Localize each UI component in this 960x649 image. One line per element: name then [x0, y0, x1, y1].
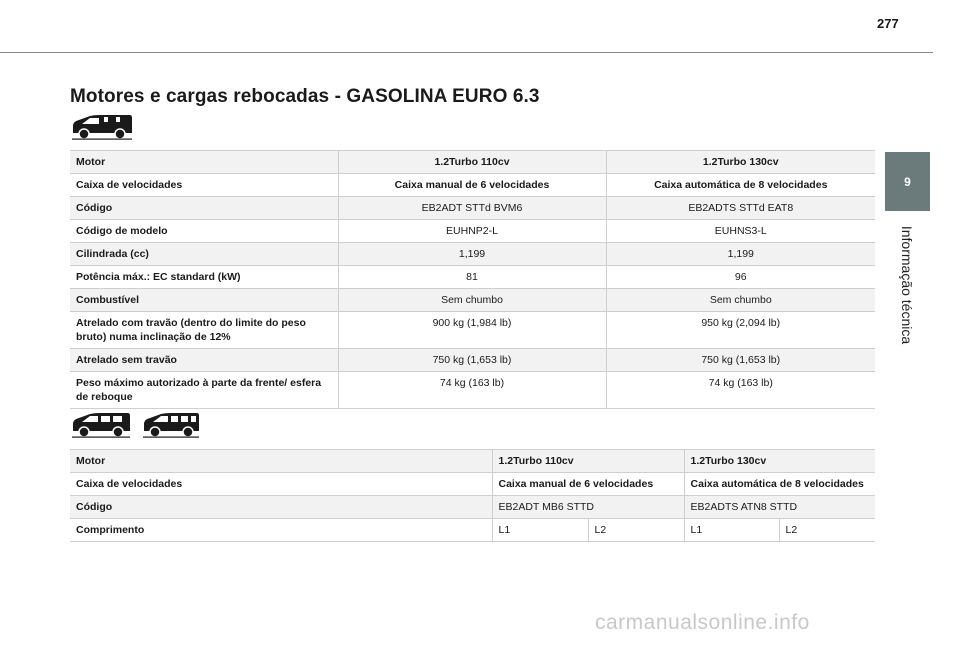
panel-van-icon: [70, 113, 134, 141]
table-row: [70, 372, 875, 409]
cell: 1.2Turbo 110cv: [338, 151, 606, 174]
table-row: [70, 312, 875, 349]
table-row: [70, 349, 875, 372]
row-label: Peso máximo autorizado à parte da frente/ esfera de reboque: [70, 372, 338, 409]
cell: L1: [492, 519, 588, 542]
cell: L1: [684, 519, 779, 542]
cell: 750 kg (1,653 lb): [606, 349, 875, 372]
row-label: Combustível: [70, 289, 338, 312]
row-label: Código: [70, 197, 338, 220]
row-label: Atrelado sem travão: [70, 349, 338, 372]
row-label: Motor: [70, 151, 338, 174]
table-row: [70, 243, 875, 266]
combi-van-icon: [70, 411, 132, 439]
cell: Caixa automática de 8 velocidades: [684, 473, 875, 496]
cell: EB2ADT MB6 STTD: [492, 496, 684, 519]
table-row: [70, 197, 875, 220]
table-row: [70, 289, 875, 312]
combi-long-van-icon: [141, 411, 201, 439]
cell: EB2ADTS STTd EAT8: [606, 197, 875, 220]
table-row: [70, 151, 875, 174]
page-title: Motores e cargas rebocadas - GASOLINA EURO 6.3: [70, 86, 540, 107]
cell: L2: [779, 519, 875, 542]
cell: 96: [606, 266, 875, 289]
table-row: [70, 450, 875, 473]
row-label: Caixa de velocidades: [70, 473, 492, 496]
row-label: Comprimento: [70, 519, 492, 542]
cell: 74 kg (163 lb): [606, 372, 875, 409]
chapter-label: Informação técnica: [899, 225, 915, 345]
row-label: Código de modelo: [70, 220, 338, 243]
cell: 81: [338, 266, 606, 289]
cell: 1.2Turbo 130cv: [606, 151, 875, 174]
cell: 950 kg (2,094 lb): [606, 312, 875, 349]
cell: 74 kg (163 lb): [338, 372, 606, 409]
row-label: Caixa de velocidades: [70, 174, 338, 197]
cell: Sem chumbo: [606, 289, 875, 312]
chapter-tab[interactable]: [885, 152, 930, 211]
table-row: [70, 473, 875, 496]
cell: Caixa manual de 6 velocidades: [338, 174, 606, 197]
cell: 1.2Turbo 130cv: [684, 450, 875, 473]
cell: EUHNS3-L: [606, 220, 875, 243]
row-label: Cilindrada (cc): [70, 243, 338, 266]
row-label: Potência máx.: EC standard (kW): [70, 266, 338, 289]
cell: 1.2Turbo 110cv: [492, 450, 684, 473]
chapter-number: 9: [904, 174, 911, 189]
cell: Caixa automática de 8 velocidades: [606, 174, 875, 197]
table-row: [70, 174, 875, 197]
table-row: [70, 496, 875, 519]
table-row: [70, 220, 875, 243]
watermark: carmanualsonline.info: [595, 611, 810, 634]
cell: EB2ADT STTd BVM6: [338, 197, 606, 220]
cell: 1,199: [338, 243, 606, 266]
cell: 900 kg (1,984 lb): [338, 312, 606, 349]
row-label: Motor: [70, 450, 492, 473]
cell: EUHNP2-L: [338, 220, 606, 243]
specs-table-combi: [70, 449, 875, 542]
page-number: 277: [877, 16, 899, 31]
table-row: [70, 266, 875, 289]
header-rule: [0, 52, 933, 53]
cell: L2: [588, 519, 684, 542]
row-label: Código: [70, 496, 492, 519]
cell: 750 kg (1,653 lb): [338, 349, 606, 372]
cell: Caixa manual de 6 velocidades: [492, 473, 684, 496]
cell: EB2ADTS ATN8 STTD: [684, 496, 875, 519]
cell: 1,199: [606, 243, 875, 266]
table-row: [70, 519, 875, 542]
cell: Sem chumbo: [338, 289, 606, 312]
row-label: Atrelado com travão (dentro do limite do peso bruto) numa inclinação de 12%: [70, 312, 338, 349]
specs-table-van: [70, 150, 875, 409]
